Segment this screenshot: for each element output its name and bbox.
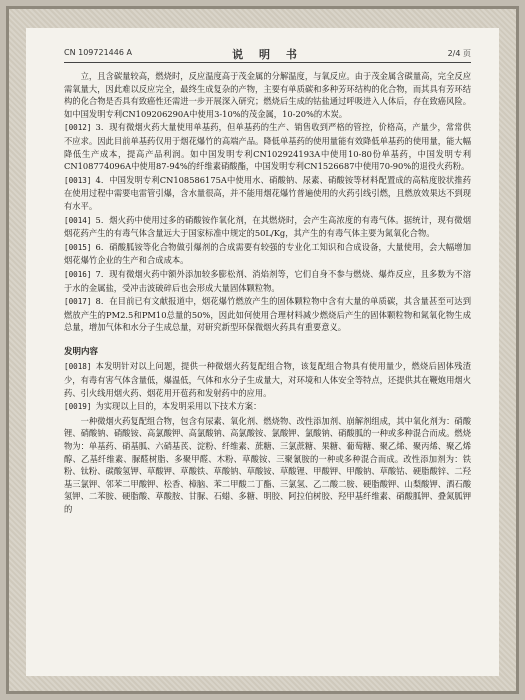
paragraph-text: 立，且含碳量较高，燃烧时，反应温度高于茂金属的分解温度，与氧反应。由于茂金属含碳量高，完全反应需氧量大，因此难以反应完全，最终生成复杂的产物，主要有单质碳和多种芳环结构的化合物，而其具有芳环结构的化合物是否具有致癌性还需进一步开展深入研究；燃烧后生成的钴盐通过呼吸进入人体后，存在致癌风险。如中国发明专利CN109206290A中使用3-10%的茂金属，10-20%的木炭。 <box>64 71 471 119</box>
paragraph <box>64 415 471 516</box>
paragraph <box>64 360 471 399</box>
paragraph <box>64 241 471 267</box>
paragraph <box>64 214 471 240</box>
paragraph-text: 5．烟火药中使用过多的硝酸铵作氧化剂，在其燃烧时，会产生高浓度的有毒气体。据统计，现有微烟烟花药产生的有毒气体含量远大于国家标准中规定的50L/Kg，其产生的有毒气体主要为氮氧化合物。 <box>64 214 471 239</box>
paragraph-number: [0016] <box>64 269 92 279</box>
header-rule <box>64 62 471 63</box>
document-body <box>64 70 471 517</box>
paragraph-text: 为实现以上目的，本发明采用以下技术方案： <box>95 401 262 412</box>
paragraphs-bottom <box>64 360 471 515</box>
page-header <box>64 46 471 60</box>
document-page <box>26 28 499 676</box>
paragraph-number: [0013] <box>64 175 92 185</box>
paragraph <box>64 400 471 414</box>
paragraph-text: 4．中国发明专利CN108586175A中使用水、硝酸钠、尿素、硝酸铵等材料配置成的高粘度胶状推药在使用过程中需要电雷管引爆，含水量很高，并不能用烟花爆竹普遍使用的火药引线引燃，且燃放效果达不到现有水平。 <box>64 174 471 211</box>
paragraph-number: [0017] <box>64 297 92 307</box>
paragraph-text: 本发明针对以上问题，提供一种微烟火药复配组合物，该复配组合物具有使用量少，燃烧后固体残渣少，有毒有害气体含量低，爆温低，气体和水分子生成量大，对环境和人体安全等特点，还提供其在鞭炮用烟火药、引火线用烟火药、烟花用开苞药和发射药中的应用。 <box>64 361 471 398</box>
document-title: 说 明 书 <box>232 48 303 61</box>
paragraph-number: [0018] <box>64 362 92 372</box>
paragraph-number: [0014] <box>64 215 92 225</box>
paragraph-text: 8．在目前已有文献报道中，烟花爆竹燃放产生的固体颗粒物中含有大量的单质碳，其含量甚至可达到燃放产生的PM2.5和PM10总量的50%，因此如何使用合理材料减少燃烧后产生的固体颗粒物和氮氧化物生成总量，增加气体和水分子生成总量，对研究新型环保微烟火药具有重要意义。 <box>64 296 471 333</box>
section-heading: 发明内容 <box>64 346 99 357</box>
paragraph-text: 6．硝酸胍铵等化合物做引爆剂的合成需要有较强的专业化工知识和合成设备，大量使用，会大幅增加烟花爆竹企业的生产和合成成本。 <box>64 241 471 266</box>
page-number: 2/4 页 <box>447 49 471 58</box>
paragraph <box>64 174 471 213</box>
paragraph <box>64 295 471 334</box>
paragraph-text: 一种微烟火药复配组合物，包含有尿素、氧化剂、燃烧物、改性添加剂、崩解剂组成，其中氧化剂为：硝酸锂、硝酸钠、硝酸铵、高氯酸钾、高氯酸钠、高氯酸铵、氯酸钾、氯酸钠、硝酸胍的一种或多种混合而成。燃烧物为：单基药、硝基胍、六硝基芪、淀粉、纤维素、蔗糖、三氯蔗糖、果糖、葡萄糖、聚乙烯、聚丙烯、聚乙烯醇、乙基纤维素、脲醛树脂、多聚甲醛、木粉、草酸铵、三聚氰胺的一种或多种混合而成。改性添加剂为：铁粉、钛粉、碳酸氢钾、草酸钾、草酸铁、草酸钠、草酸铵、草酸锂、甲酸钾、甲酸钠、草酸钴、硬脂酸锌、二羟基三氯钾、邻苯二甲酸钾、松香、樟脑、苯二甲酸二丁酯、三氯氢、乙二酸二胺、硬脂酸钾、山梨酸钾、酒石酸氢钾、二苯胺、硬脂酸、草酸胺、甘脲、石蜡、多糖、明胶、阿拉伯树胶、羟甲基纤维素、硝酸胍钾、叠氮胍钾的 <box>64 415 471 514</box>
paragraph <box>64 268 471 294</box>
paragraph-text: 3．现有微烟火药大量使用单基药，但单基药的生产、销售收到严格的管控，价格高，产量少，常常供不应求。因此目前单基药仅用于烟花爆竹的高端产品。降低单基药的使用量能有效降低单基药的使用量，能大幅降低生产成本，提高产品利润。如中国发明专利CN102924193A中使用10-80份单基药，中国发明专利CN108774096A中使用87-94%的纤维素硝酸酯，中国发明专利CN1526687中使用70-90%的退役火药粉。 <box>64 122 471 172</box>
paragraph-number: [0012] <box>64 123 92 133</box>
paragraph-number: [0015] <box>64 242 92 252</box>
paragraph-text: 7．现有微烟火药中额外添加较多膨松剂、消焰剂等，它们自身不参与燃烧、爆炸反应，且多数为不溶于水的金属盐，受冲击波破碎后也会形成大量固体颗粒物。 <box>64 268 471 293</box>
paragraphs-top <box>64 70 471 334</box>
publication-number: CN 109721446 A <box>64 48 132 57</box>
paragraph-number: [0019] <box>64 402 92 412</box>
paragraph <box>64 121 471 172</box>
paragraph <box>64 70 471 120</box>
